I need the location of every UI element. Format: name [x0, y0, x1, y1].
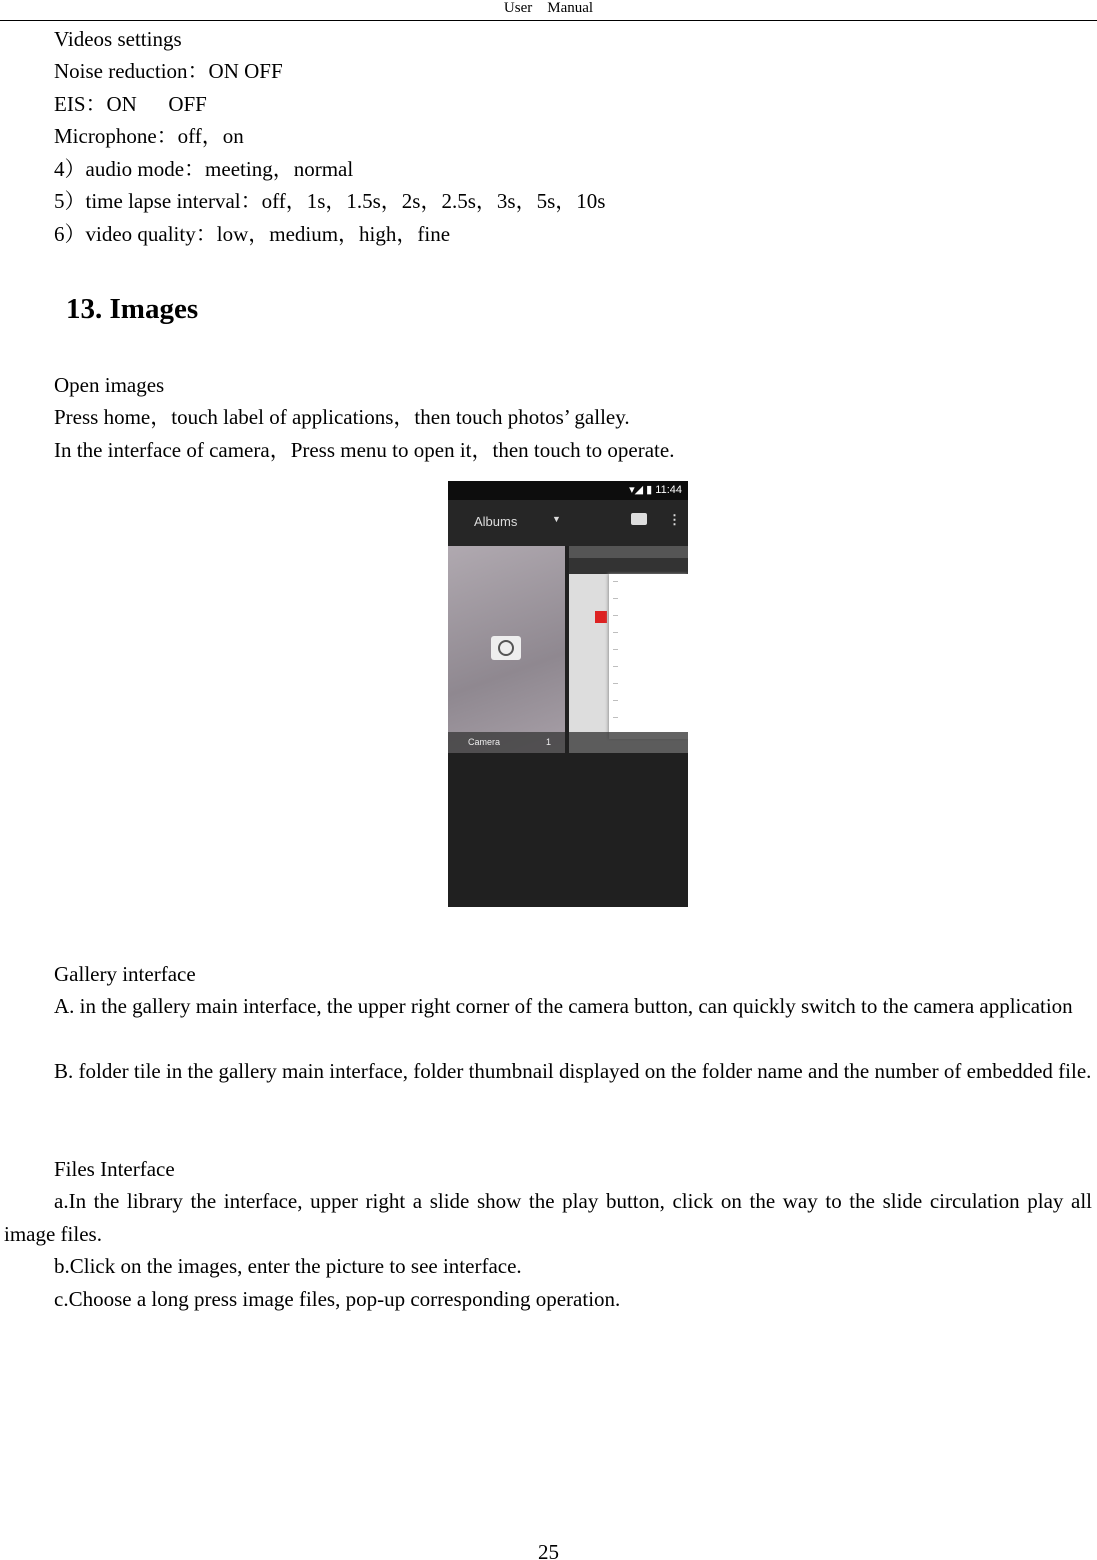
paragraph: B. folder tile in the gallery main interface, folder thumbnail displayed on the folder name and the number of embedded file.	[54, 1059, 1092, 1083]
menu-thumbnail: — — — — — — — — —	[609, 574, 688, 739]
camera-placeholder-icon	[491, 636, 521, 660]
album-tile-camera	[448, 546, 565, 753]
text-line: Microphone：off，on	[54, 124, 244, 148]
album-tile-screenshots	[569, 546, 688, 753]
text-line: Files Interface	[54, 1157, 175, 1181]
album-count: 1	[545, 737, 551, 747]
album-name: Camera	[468, 737, 501, 747]
text-line: b.Click on the images, enter the picture to see interface.	[54, 1254, 522, 1278]
text-line: In the interface of camera，Press menu to open it，then touch to operate.	[54, 438, 675, 462]
app-bar	[448, 500, 688, 546]
header-divider	[0, 20, 1097, 21]
status-time: 11:44	[655, 484, 682, 496]
text-line: Videos settings	[54, 27, 182, 51]
dropdown-icon: ▼	[552, 514, 561, 524]
more-icon: ⋮	[668, 512, 681, 527]
text-line: EIS：ON OFF	[54, 92, 207, 116]
text-line: 5）time lapse interval：off，1s，1.5s，2s，2.5s，3s，5s，10s	[54, 189, 606, 213]
status-bar: ▾◢ ▮ 11:44	[448, 481, 688, 500]
text-line: Noise reduction：ON OFF	[54, 59, 283, 83]
camera-icon	[631, 513, 647, 525]
text-line: Gallery interface	[54, 962, 196, 986]
page-number: 25	[538, 1540, 559, 1560]
album-caption	[448, 732, 565, 753]
text-line: c.Choose a long press image files, pop-up corresponding operation.	[54, 1287, 621, 1311]
section-heading: 13. Images	[66, 293, 199, 325]
text-line: Press home，touch label of applications，then touch photos’ galley.	[54, 405, 630, 429]
text-line: Open images	[54, 373, 165, 397]
text-line: 4）audio mode：meeting，normal	[54, 157, 354, 181]
album-caption	[569, 732, 688, 753]
paragraph: A. in the gallery main interface, the upper right corner of the camera button, can quickly switch to the camera application	[54, 994, 1073, 1018]
text-line: 6）video quality：low，medium，high，fine	[54, 222, 451, 246]
gallery-screenshot	[448, 481, 688, 907]
page-header: User Manual	[503, 0, 594, 16]
albums-title: Albums	[474, 514, 518, 529]
paragraph: a.In the library the interface, upper right a slide show the play button, click on the way to the slide circulation play all image files.	[4, 1189, 1092, 1246]
